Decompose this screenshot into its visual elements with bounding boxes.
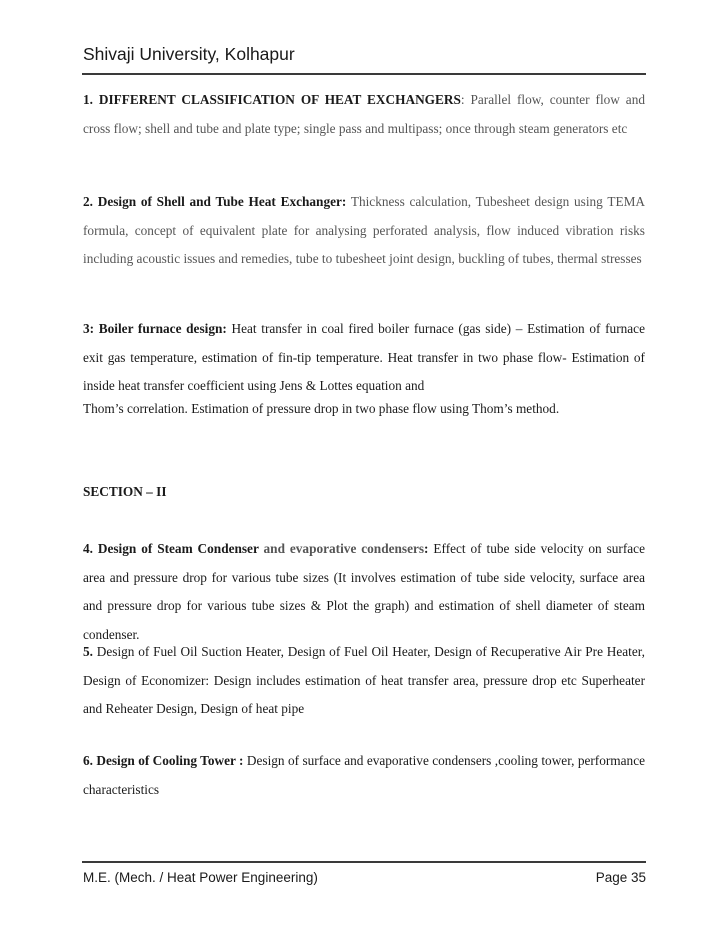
footer-course: M.E. (Mech. / Heat Power Engineering) [83, 870, 318, 885]
paragraph-6-body: Design of surface and evaporative condensers ,cooling tower, performance characteristics [83, 753, 646, 797]
paragraph-5-heading: 5. [83, 644, 93, 659]
paragraph-3-continuation: Thom’s correlation. Estimation of pressure drop in two phase flow using Thom’s method. [83, 401, 560, 416]
paragraph-3-body: Heat transfer in coal fired boiler furnace (gas side) – Estimation of furnace exit gas temperature, estimation of fin-tip temperature. Heat transfer in two phase flow- Estimation of inside heat transfer coefficient using Jens & Lottes equation and [83, 321, 645, 394]
paragraph-2-body: Thickness calculation, Tubesheet design using TEMA formula, concept of equivalent plate for analysing perforated analysis, flow induced vibration risks including acoustic issues and remedies, tube to tubesheet joint design, buckling of tubes, thermal stresses [83, 194, 645, 267]
section-title: SECTION – II [83, 484, 167, 499]
page-header-title: Shivaji University, Kolhapur [83, 44, 295, 64]
paragraph-1-body: : Parallel flow, counter flow and cross flow; shell and tube and plate type; single pass and multipass; once through steam generators etc [83, 92, 645, 136]
paragraph-2-heading: 2. Design of Shell and Tube Heat Exchanger: [83, 194, 347, 209]
paragraph-6 [83, 747, 645, 804]
paragraph-4-heading: 4. Design of Steam Condenser [83, 541, 264, 556]
section-heading [83, 478, 645, 507]
paragraph-3-heading: 3: Boiler furnace design: [83, 321, 227, 336]
footer-rule [82, 861, 646, 863]
paragraph-4-colon: : [424, 541, 429, 556]
paragraph-6-heading: 6. Design of Cooling Tower : [83, 753, 244, 768]
paragraph-2 [83, 188, 645, 274]
header-rule [82, 73, 646, 75]
paragraph-4-body: Effect of tube side velocity on surface area and pressure drop for various tube sizes (It involves estimation of tube side velocity, surface area and pressure drop for various tube sizes & Plot the graph) and estimation of shell diameter of steam condenser. [83, 541, 645, 642]
paragraph-4-heading-grey: and evaporative condensers [263, 541, 425, 556]
paragraph-1 [83, 86, 645, 143]
paragraph-5-body: Design of Fuel Oil Suction Heater, Design of Fuel Oil Heater, Design of Recuperative Air Pre Heater, Design of Economizer: Design includes estimation of heat transfer area, pressure drop etc Superheater and Reheater Design, Design of heat pipe [83, 644, 645, 717]
paragraph-5 [83, 638, 645, 724]
paragraph-3 [83, 315, 645, 401]
paragraph-1-heading: 1. DIFFERENT CLASSIFICATION OF HEAT EXCHANGERS [83, 92, 461, 107]
footer-page-number: Page 35 [595, 870, 646, 885]
paragraph-4 [83, 535, 645, 649]
